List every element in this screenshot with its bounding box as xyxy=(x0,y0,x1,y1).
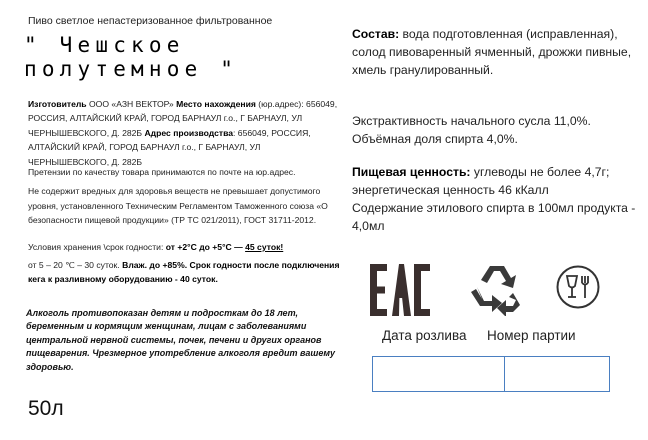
product-subtitle: Пиво светлое непастеризованное фильтрованное xyxy=(28,15,273,27)
composition xyxy=(352,25,642,79)
date-batch-boxes xyxy=(372,356,610,392)
location-address: (юр.адрес): 656049, РОССИЯ, АЛТАЙСКИЙ КРАЙ, ГОРОД БАРНАУЛ г.о., Г БАРНАУЛ, УЛ ЧЕРНЫШЕВСКОГО, Д. 282Б xyxy=(28,99,338,138)
recycle-icon xyxy=(469,262,525,316)
storage-range: от +2°C до +5°C — xyxy=(165,242,246,252)
product-title-line2: полутемное " xyxy=(24,57,239,81)
storage-line2-bold: Влаж. до +85%. Срок годности после подключения кега к разливному оборудованию - 40 суток. xyxy=(28,260,340,284)
bottling-date-field xyxy=(373,357,505,391)
manufacturer-name: ООО «АЗН ВЕКТОР» xyxy=(86,99,177,109)
extract-info xyxy=(352,112,642,148)
nutrition-info xyxy=(352,163,642,235)
nutrition-title: Пищевая ценность: xyxy=(352,165,471,179)
manufacturer-info xyxy=(28,97,340,169)
eac-logo xyxy=(370,262,430,318)
extract-line1: Экстрактивность начального сусла 11,0%. xyxy=(352,114,591,128)
extract-line2: Объёмная доля спирта 4,0%. xyxy=(352,132,518,146)
location-title: Место нахождения xyxy=(176,99,256,109)
glass-fork-icon xyxy=(556,265,600,309)
composition-text: вода подготовленная (исправленная), солод пивоваренный ячменный, дрожжи пивные, хмель гранулированный. xyxy=(352,27,632,77)
composition-title: Состав: xyxy=(352,27,400,41)
nutrition-text2: Содержание этилового спирта в 100мл продукта - 4,0мл xyxy=(352,201,636,233)
bottling-date-label: Дата розлива xyxy=(382,328,467,343)
storage-conditions-extra xyxy=(28,258,340,286)
batch-number-field xyxy=(505,357,609,391)
storage-line2-prefix: от 5 – 20 ℃ – 30 суток. xyxy=(28,260,123,270)
nutrition-text1: углеводы не более 4,7г; энергетическая ценность 46 кКалл xyxy=(352,165,610,197)
production-address: : 656049, РОССИЯ, АЛТАЙСКИЙ КРАЙ, ГОРОД БАРНАУЛ г.о., Г БАРНАУЛ, УЛ ЧЕРНЫШЕВСКОГО, Д. 282Б xyxy=(28,127,311,167)
health-warning: Алкоголь противопоказан детям и подросткам до 18 лет, беременным и кормящим женщинам, лицам с заболеваниями центральной нервной системы, почек, печени и других органов пищеварения. Чрезмерное употребление алкоголя вредит вашему здоровью. xyxy=(26,308,336,372)
claims-text: Претензии по качеству товара принимаются по почте на юр.адрес. xyxy=(28,167,296,177)
manufacturer-title: Изготовитель xyxy=(28,99,87,109)
storage-prefix: Условия хранения \срок годности: xyxy=(28,242,166,252)
volume: 50л xyxy=(28,397,64,420)
storage-days: 45 суток! xyxy=(245,242,284,252)
storage-conditions xyxy=(28,240,340,254)
production-title: Адрес производства xyxy=(144,127,234,138)
product-title-line1: " Чешское xyxy=(24,33,185,57)
claims-and-safety xyxy=(28,165,340,228)
safety-text: Не содержит вредных для здоровья веществ не превышает допустимого уровня, установленного Техническим Регламентом Таможенного союза «О безопасности пищевой продукции» (ТР ТС 021/2011), ГОСТ 31711-2012. xyxy=(28,186,328,226)
batch-number-label: Номер партии xyxy=(487,328,576,343)
